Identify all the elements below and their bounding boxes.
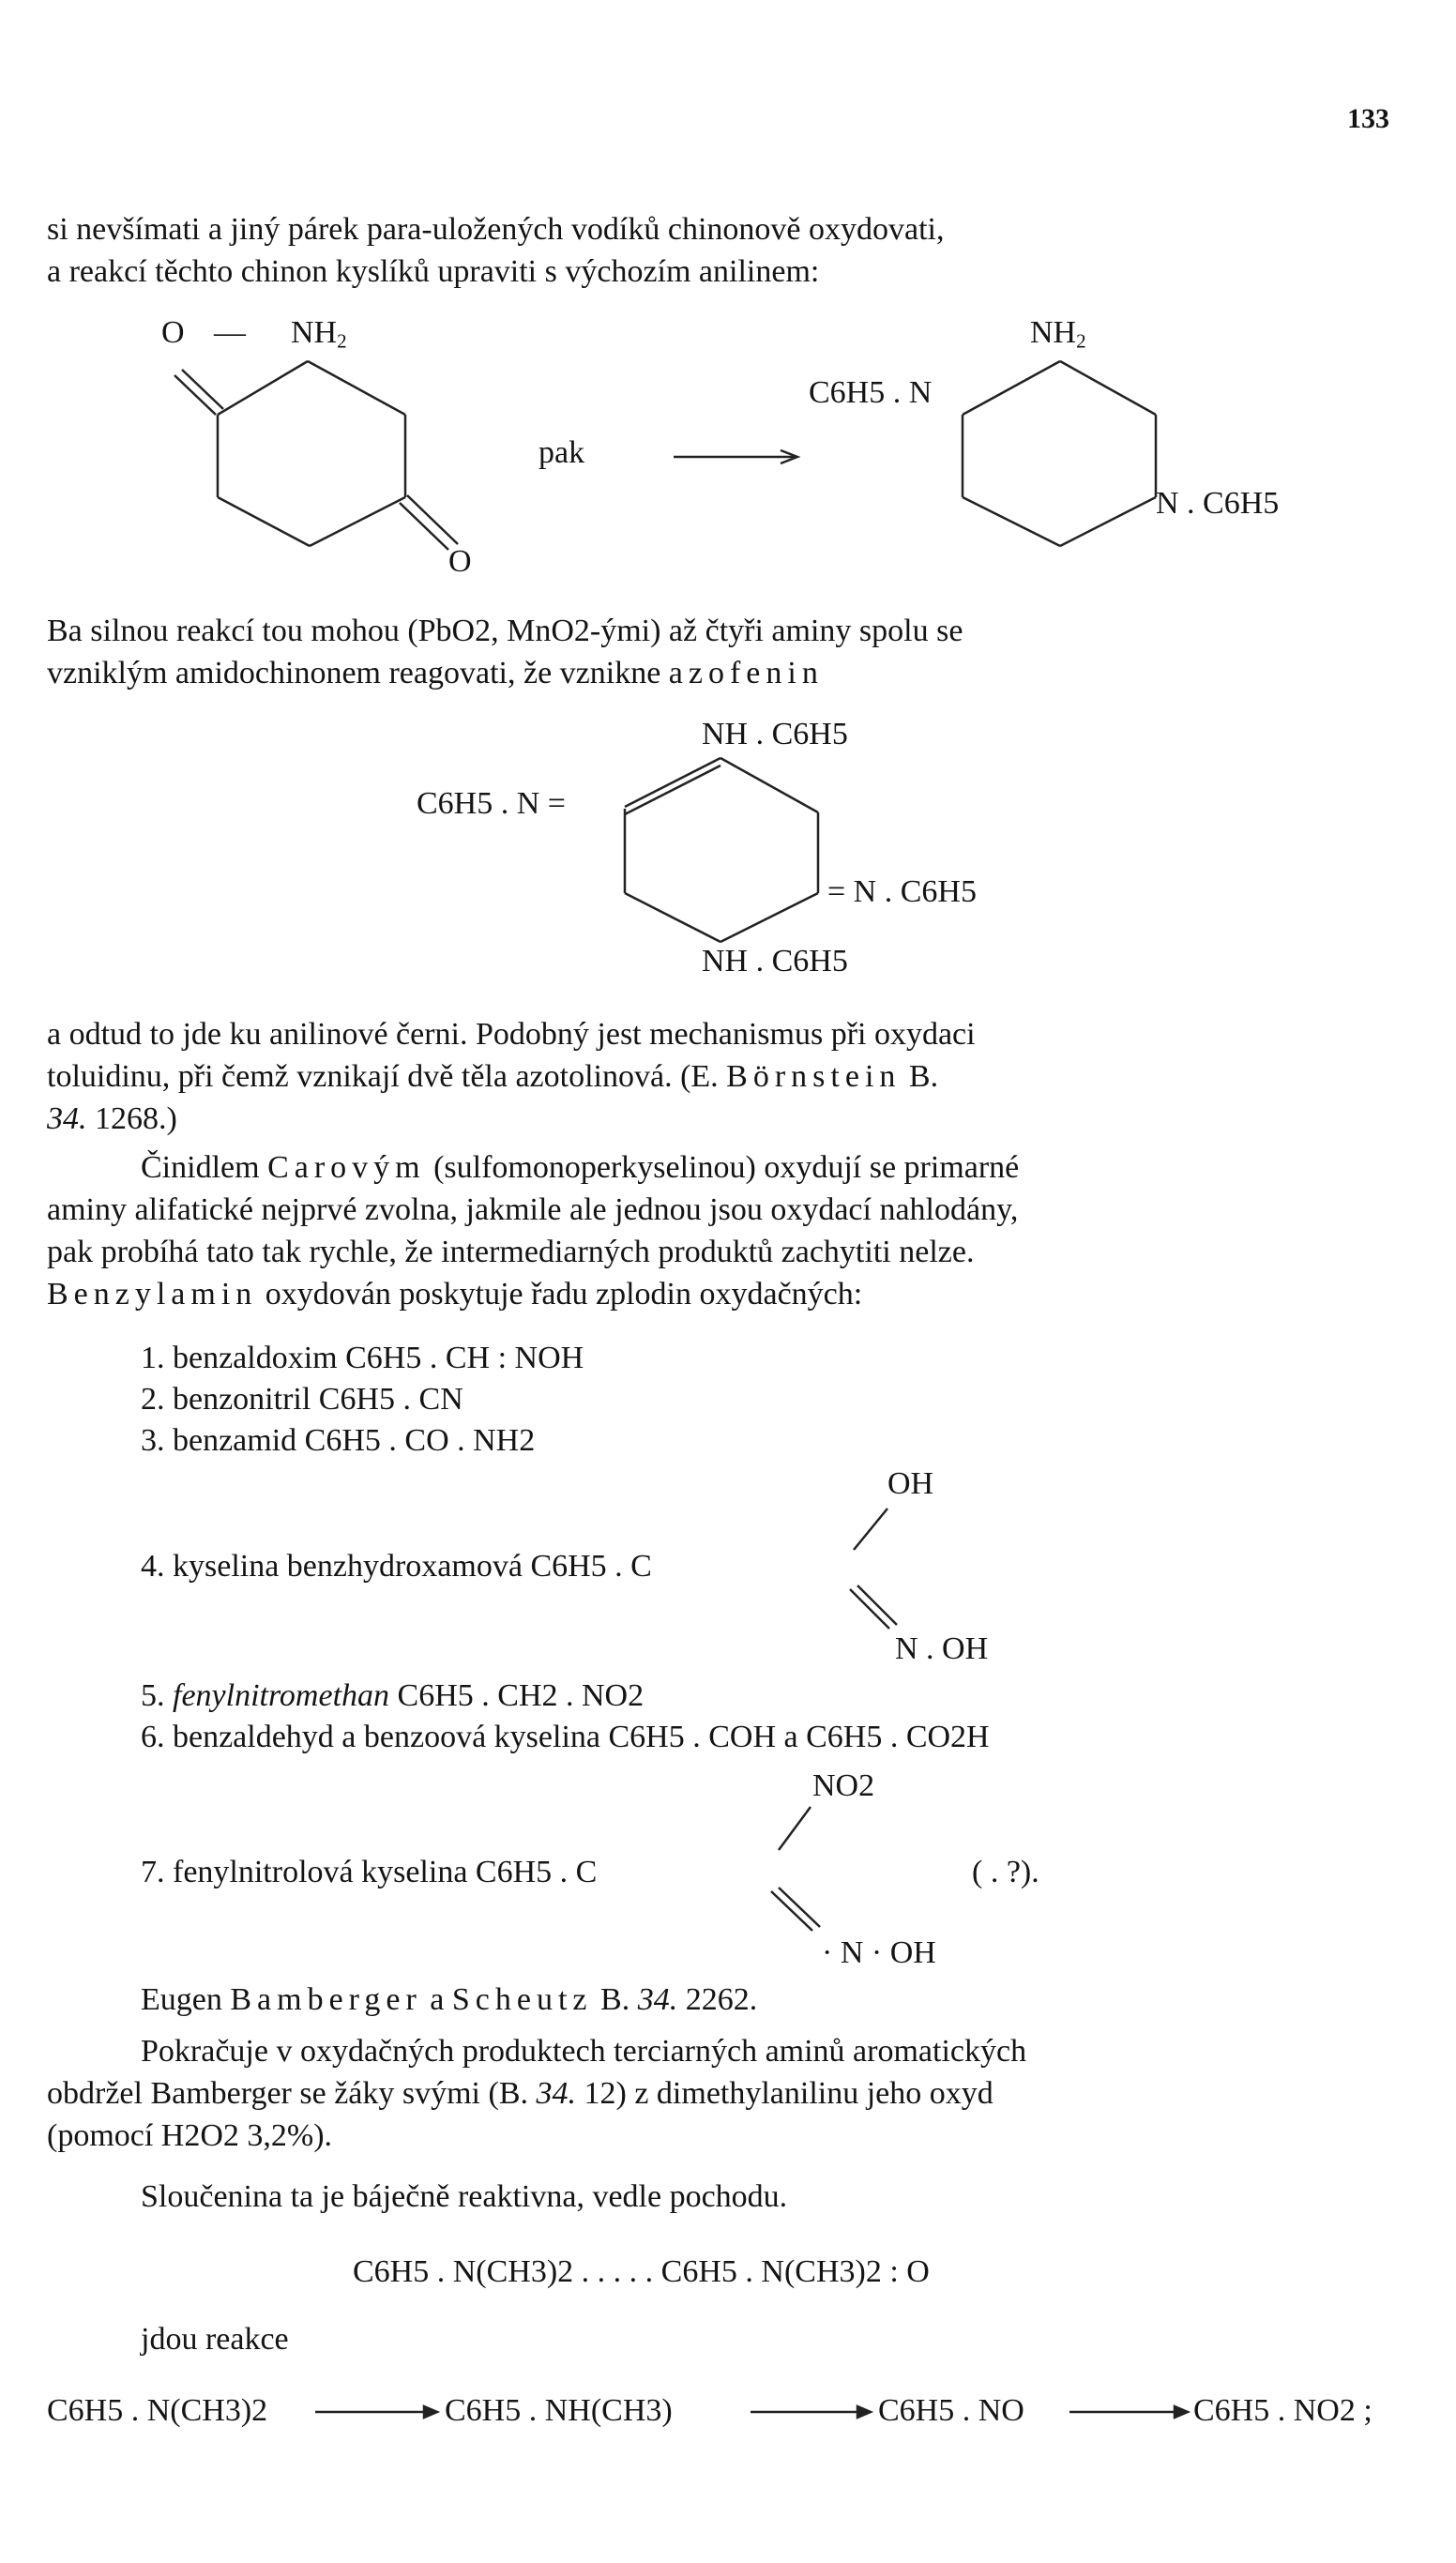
scheme1-right-nh2: $NH_2$	[1030, 315, 1086, 353]
para4-line-3: pak probíhá tato tak rychle, že intermediarných produktů zachytiti nelze.	[47, 1235, 975, 1269]
scheme1-right-left-substituent: C6H5 . N	[809, 375, 933, 410]
para3-line-2: toluidinu, při čemž vznikají dvě těla azotolinová. (E. Börnstein B.	[47, 1059, 939, 1094]
list-item-7-no2: NO2	[812, 1768, 875, 1803]
page-number: 133	[1347, 103, 1389, 134]
list-item-7: 7. fenylnitrolová kyselina C6H5 . C	[141, 1855, 598, 1889]
list-item-1: 1. benzaldoxim C6H5 . CH : NOH	[141, 1341, 584, 1375]
list-item-4: 4. kyselina benzhydroxamová C6H5 . C	[141, 1549, 652, 1584]
eq2-term-4: C6H5 . NO2 ;	[1193, 2393, 1373, 2428]
list-item-6: 6. benzaldehyd a benzoová kyselina C6H5 . COH a C6H5 . CO2H	[141, 1720, 990, 1754]
list-item-5: 5. fenylnitromethan C6H5 . CH2 . NO2	[141, 1678, 645, 1713]
eq2-term-1: C6H5 . N(CH3)2	[47, 2393, 268, 2428]
list-item-7-noh: · N · OH	[822, 1935, 936, 1970]
list-item-4-oh: OH	[887, 1466, 934, 1501]
para2-line-1: Ba silnou reakcí tou mohou (PbO2, MnO2-ými) až čtyři aminy spolu se	[47, 614, 963, 648]
eq2-term-2: C6H5 . NH(CH3)	[445, 2393, 673, 2428]
eq2-term-3: C6H5 . NO	[878, 2393, 1024, 2428]
scheme2-left-group: C6H5 . N =	[417, 786, 566, 821]
intro-line-2: a reakcí těchto chinon kyslíků upraviti s výchozím anilinem:	[47, 254, 820, 289]
para5-line-1: Pokračuje v oxydačných produktech terciarných aminů aromatických	[141, 2034, 1027, 2069]
para3-line-1: a odtud to jde ku anilinové černi. Podobný jest mechanismus při oxydaci	[47, 1017, 976, 1052]
scheme1-left-dash: —	[214, 315, 246, 350]
scheme2-top-group: NH . C6H5	[702, 717, 848, 751]
list-item-4-noh: N . OH	[895, 1631, 989, 1666]
list-item-7-question: ( . ?).	[972, 1855, 1039, 1889]
equation-oxyd: C6H5 . N(CH3)2 . . . . . C6H5 . N(CH3)2 : O	[353, 2254, 930, 2289]
intro-line-1: si nevšímati a jiný párek para-uložených vodíků chinonově oxydovati,	[47, 212, 945, 247]
list-item-3: 3. benzamid C6H5 . CO . NH2	[141, 1423, 536, 1458]
para4-line-2: aminy alifatické nejprvé zvolna, jakmile ale jednou jsou oxydací nahlodány,	[47, 1192, 1019, 1227]
para5-line-2: obdržel Bamberger se žáky svými (B. 34. 12) z dimethylanilinu jeho oxyd	[47, 2076, 993, 2111]
para3-line-3: 34. 1268.)	[47, 1101, 177, 1136]
scheme1-right-right-substituent: N . C6H5	[1156, 486, 1280, 521]
scheme2-bottom-group: NH . C6H5	[702, 944, 848, 978]
paragraph-sloucenina: Sloučenina ta je báječně reaktivna, vedle pochodu.	[141, 2179, 788, 2214]
para5-line-3: (pomocí H2O2 3,2%).	[47, 2118, 333, 2153]
scheme1-left-o-bottom: O	[448, 544, 472, 579]
scheme2-right-group: = N . C6H5	[827, 874, 977, 909]
para4-line-1: Činidlem Carovým (sulfomonoperkyselinou) oxydují se primarné	[141, 1150, 1020, 1185]
reference-bamberger-scheutz: Eugen Bamberger a Scheutz B. 34. 2262.	[141, 1982, 758, 2017]
scheme1-left-nh2: $NH_2$	[291, 315, 347, 353]
list-item-2: 2. benzonitril C6H5 . CN	[141, 1382, 463, 1417]
para2-line-2: vzniklým amidochinonem reagovati, že vznikne azofenin	[47, 656, 824, 690]
scheme1-pak: pak	[538, 435, 585, 470]
scheme1-left-o-top: O	[161, 315, 185, 350]
text-jdou-reakce: jdou reakce	[141, 2322, 289, 2357]
para4-line-4: Benzylamin oxydován poskytuje řadu zplodin oxydačných:	[47, 1277, 863, 1312]
